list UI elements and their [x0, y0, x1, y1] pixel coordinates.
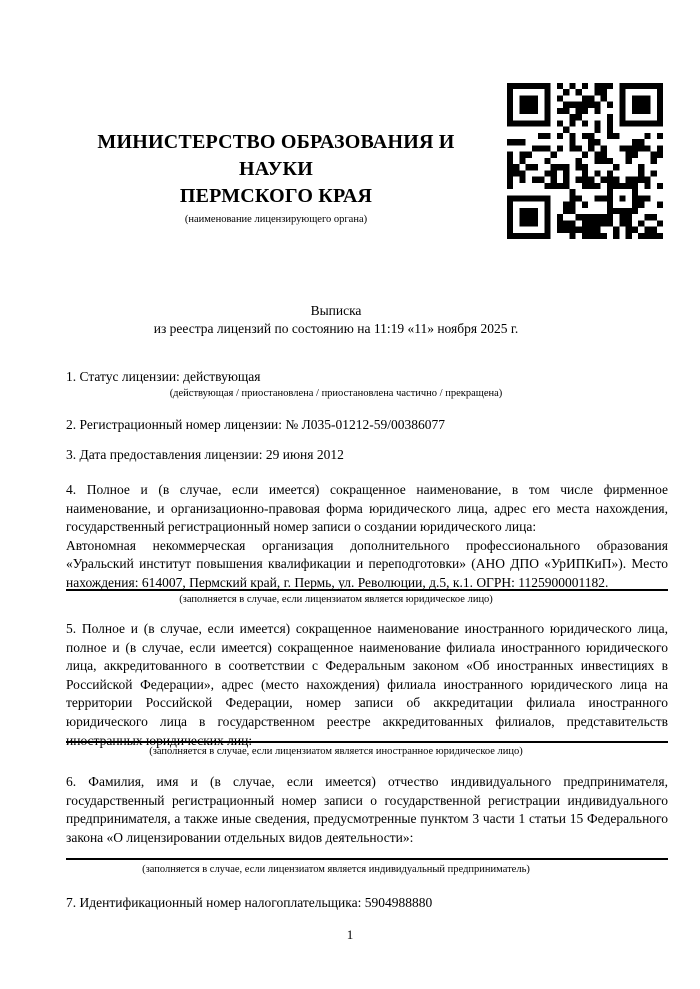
status-line: 1. Статус лицензии: действующая	[66, 369, 261, 384]
qr-code-icon	[507, 83, 663, 239]
document-title-line1: Выписка	[310, 303, 362, 318]
licensing-authority-block	[66, 129, 486, 226]
legal-entity-section	[66, 481, 668, 593]
legal-entity-note: (заполняется в случае, если лицензиатом является юридическое лицо)	[179, 594, 493, 605]
legal-entity-label: 4. Полное и (в случае, если имеется) сокращенное наименование, в том числе фирменное наименование, и организационно-правовая форма юридического лица, адрес его места нахождения, государственный регистрационный номер записи о создании юридического лица:	[66, 482, 668, 535]
registration-number-line: 2. Регистрационный номер лицензии: № Л035-01212-59/00386077	[66, 417, 446, 432]
grant-date-line: 3. Дата предоставления лицензии: 29 июня 2012	[66, 447, 344, 462]
entrepreneur-note: (заполняется в случае, если лицензиатом является индивидуальный предприниматель)	[142, 864, 530, 875]
status-note: (действующая / приостановлена / приостановлена частично / прекращена)	[169, 388, 503, 399]
foreign-entity-note: (заполняется в случае, если лицензиатом является иностранное юридическое лицо)	[149, 746, 523, 757]
entrepreneur-label: 6. Фамилия, имя и (в случае, если имеется) отчество индивидуального предпринимателя, государственный регистрационный номер записи о государственной регистрации индивидуального предпринимателя, а также иные сведения, предусмотренные пунктом 3 части 1 статьи 15 Федерального закона «О лицензировании отдельных видов деятельности»:	[66, 774, 668, 845]
taxpayer-id-line: 7. Идентификационный номер налогоплательщика: 5904988880	[66, 895, 433, 910]
entrepreneur-divider	[66, 858, 668, 860]
ministry-note: (наименование лицензирующего органа)	[184, 214, 368, 225]
ministry-name-line1: МИНИСТЕРСТВО ОБРАЗОВАНИЯ И НАУКИ	[97, 131, 455, 180]
document-title	[66, 302, 606, 338]
document-title-line2: из реестра лицензий по состоянию на 11:19 «11» ноября 2025 г.	[153, 321, 519, 336]
ministry-name	[66, 129, 486, 210]
legal-entity-divider	[66, 589, 668, 591]
page-number: 1	[346, 927, 354, 942]
foreign-entity-divider	[66, 741, 668, 743]
foreign-entity-section	[66, 620, 668, 750]
foreign-entity-label: 5. Полное и (в случае, если имеется) сокращенное наименование иностранного юридического лица, полное и (в случае, если имеется) сокращенное наименование филиала иностранного юридического лица, аккредитованного в соответствии с Федеральным законом «Об иностранных инвестициях в Российской Федерации», адрес (место нахождения) филиала иностранного юридического лица на территории Российской Федерации, номер записи об аккредитации филиала иностранного юридического лица в государственном реестре аккредитованных филиалов, представительств иностранных юридических лиц:	[66, 621, 668, 748]
ministry-name-line2: ПЕРМСКОГО КРАЯ	[179, 185, 373, 207]
legal-entity-value: Автономная некоммерческая организация дополнительного профессионального образования «Уральский институт повышения квалификации и переподготовки» (АНО ДПО «УрИПКиП»). Место нахождения: 614007, Пермский край, г. Пермь, ул. Революции, д.5, к.1. ОГРН: 1125900001182.	[66, 537, 668, 590]
entrepreneur-section	[66, 773, 668, 847]
